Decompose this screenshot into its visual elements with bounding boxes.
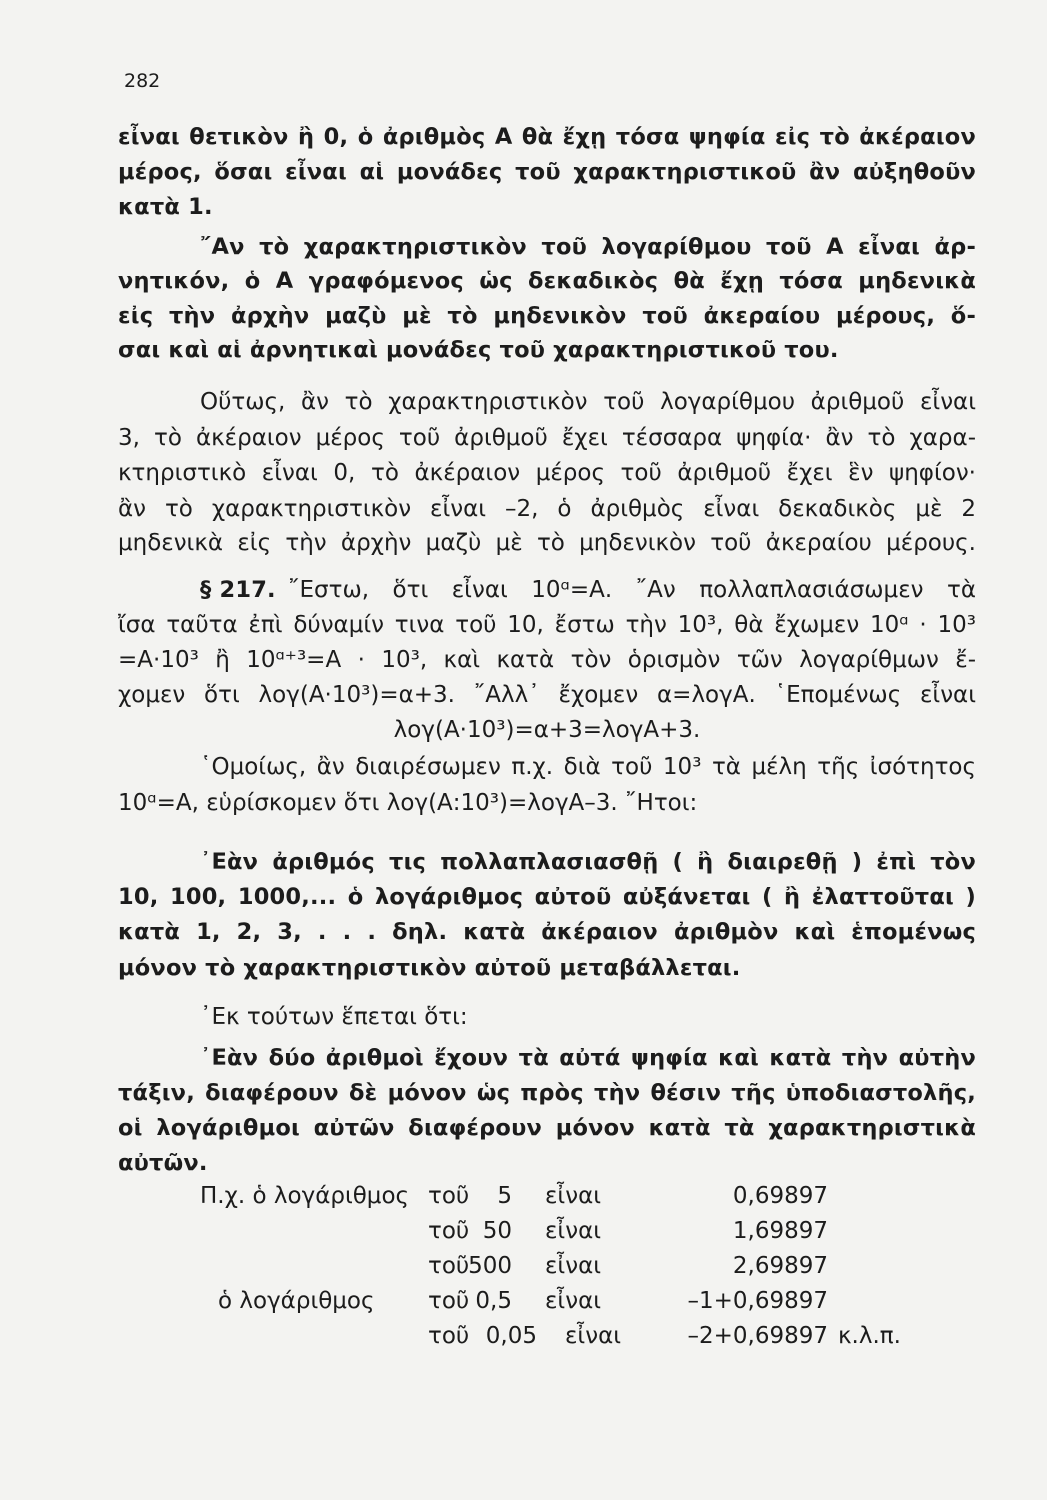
row-of: τοῦ xyxy=(428,1218,470,1244)
text-line: ᾿Εὰν δύο ἀριθμοὶ ἔχουν τὰ αὐτά ψηφία καὶ κατὰ τὴν αὐτὴν xyxy=(200,1045,976,1071)
text-line: ῾Ομοίως, ἂν διαιρέσωμεν π.χ. διὰ τοῦ 10³ τὰ μέλη τῆς ἰσότητος xyxy=(200,754,976,780)
row-is: εἶναι xyxy=(565,1323,622,1349)
row-value: –2+0,69897 xyxy=(687,1323,828,1349)
text-line: κατὰ 1. xyxy=(118,194,213,220)
section-number: § 217. xyxy=(200,577,276,603)
row-label: Π.χ. ὁ λογάριθμος xyxy=(200,1183,410,1209)
text-line: =Α·10³ ἢ 10ᵅ⁺³=Α · 10³, καὶ κατὰ τὸν ὁρισμὸν τῶν λογαρίθμων ἔ- xyxy=(118,647,976,673)
text-line: ῎Αν τὸ χαρακτηριστικὸν τοῦ λογαρίθμου τοῦ Α εἶναι ἀρ- xyxy=(200,234,976,260)
text-line: ᾿Εὰν ἀριθμός τις πολλαπλασιασθῇ ( ἢ διαιρεθῇ ) ἐπὶ τὸν xyxy=(200,849,976,875)
row-is: εἶναι xyxy=(545,1183,602,1209)
row-is: εἶναι xyxy=(545,1253,602,1279)
text-line: 3, τὸ ἀκέραιον μέρος τοῦ ἀριθμοῦ ἔχει τέσσαρα ψηφία· ἂν τὸ χαρα- xyxy=(118,425,976,451)
row-label: ὁ λογάριθμος xyxy=(218,1288,375,1314)
text-line: τάξιν, διαφέρουν δὲ μόνον ὡς πρὸς τὴν θέσιν τῆς ὑποδιαστολῆς, xyxy=(118,1080,976,1106)
text-line: 10ᵅ=Α, εὑρίσκομεν ὅτι λογ(Α:10³)=λογΑ–3. ῎Ητοι: xyxy=(118,790,698,816)
row-of: τοῦ xyxy=(428,1323,470,1349)
page-number: 282 xyxy=(124,70,161,92)
text-line: 10, 100, 1000,... ὁ λογάριθμος αὐτοῦ αὐξάνεται ( ἢ ἐλαττοῦται ) xyxy=(118,884,976,910)
text-line: κτηριστικὸ εἶναι 0, τὸ ἀκέραιον μέρος τοῦ ἀριθμοῦ ἔχει ἓν ψηφίον· xyxy=(118,460,976,486)
row-suffix: κ.λ.π. xyxy=(838,1323,901,1349)
row-number: 0,5 xyxy=(475,1288,512,1314)
row-number: 50 xyxy=(482,1218,512,1244)
row-of: τοῦ xyxy=(428,1253,470,1279)
text-line: ᾿Εκ τούτων ἕπεται ὅτι: xyxy=(200,1004,468,1030)
row-number: 5 xyxy=(497,1183,512,1209)
row-number: 500 xyxy=(468,1253,512,1279)
equation: λογ(Α·10³)=α+3=λογΑ+3. xyxy=(393,717,701,743)
text-line: ἴσα ταῦτα ἐπὶ δύναμίν τινα τοῦ 10, ἔστω τὴν 10³, θὰ ἔχωμεν 10ᵅ · 10³ xyxy=(118,612,976,638)
row-value: 2,69897 xyxy=(732,1253,828,1279)
text-line: εἰς τὴν ἀρχὴν μαζὺ μὲ τὸ μηδενικὸν τοῦ ἀκεραίου μέρους, ὅ- xyxy=(118,303,976,329)
row-of: τοῦ xyxy=(428,1183,470,1209)
row-value: 1,69897 xyxy=(732,1218,828,1244)
text-line: Οὕτως, ἂν τὸ χαρακτηριστικὸν τοῦ λογαρίθμου ἀριθμοῦ εἶναι xyxy=(200,389,976,415)
row-value: –1+0,69897 xyxy=(687,1288,828,1314)
row-of: τοῦ xyxy=(428,1288,470,1314)
text-line: νητικόν, ὁ Α γραφόμενος ὡς δεκαδικὸς θὰ ἔχῃ τόσα μηδενικὰ xyxy=(118,268,976,294)
text-line: κατὰ 1, 2, 3, . . . δηλ. κατὰ ἀκέραιον ἀριθμὸν καὶ ἑπομένως xyxy=(118,919,976,945)
text-line: χομεν ὅτι λογ(Α·10³)=α+3. ῎Αλλ᾽ ἔχομεν α=λογΑ. ῾Επομένως εἶναι xyxy=(118,682,976,708)
text-line: αὐτῶν. xyxy=(118,1150,208,1176)
text-line: οἱ λογάριθμοι αὐτῶν διαφέρουν μόνον κατὰ τὰ χαρακτηριστικὰ xyxy=(118,1115,976,1141)
row-is: εἶναι xyxy=(545,1288,602,1314)
text-line: σαι καὶ αἱ ἀρνητικαὶ μονάδες τοῦ χαρακτηριστικοῦ του. xyxy=(118,337,839,363)
row-number: 0,05 xyxy=(485,1323,537,1349)
text-line: ἂν τὸ χαρακτηριστικὸν εἶναι –2, ὁ ἀριθμὸς εἶναι δεκαδικὸς μὲ 2 xyxy=(118,496,976,522)
text-line: μηδενικὰ εἰς τὴν ἀρχὴν μαζὺ μὲ τὸ μηδενικὸν τοῦ ἀκεραίου μέρους. xyxy=(118,530,976,556)
text-line: ῎Εστω, ὅτι εἶναι 10ᵅ=Α. ῎Αν πολλαπλασιάσωμεν τὰ xyxy=(288,577,976,603)
row-value: 0,69897 xyxy=(732,1183,828,1209)
text-line: μέρος, ὅσαι εἶναι αἱ μονάδες τοῦ χαρακτηριστικοῦ ἂν αὐξηθοῦν xyxy=(118,159,976,185)
row-is: εἶναι xyxy=(545,1218,602,1244)
text-line: μόνον τὸ χαρακτηριστικὸν αὐτοῦ μεταβάλλεται. xyxy=(118,955,741,981)
text-line: εἶναι θετικὸν ἢ 0, ὁ ἀριθμὸς Α θὰ ἔχῃ τόσα ψηφία εἰς τὸ ἀκέραιον xyxy=(118,124,976,150)
